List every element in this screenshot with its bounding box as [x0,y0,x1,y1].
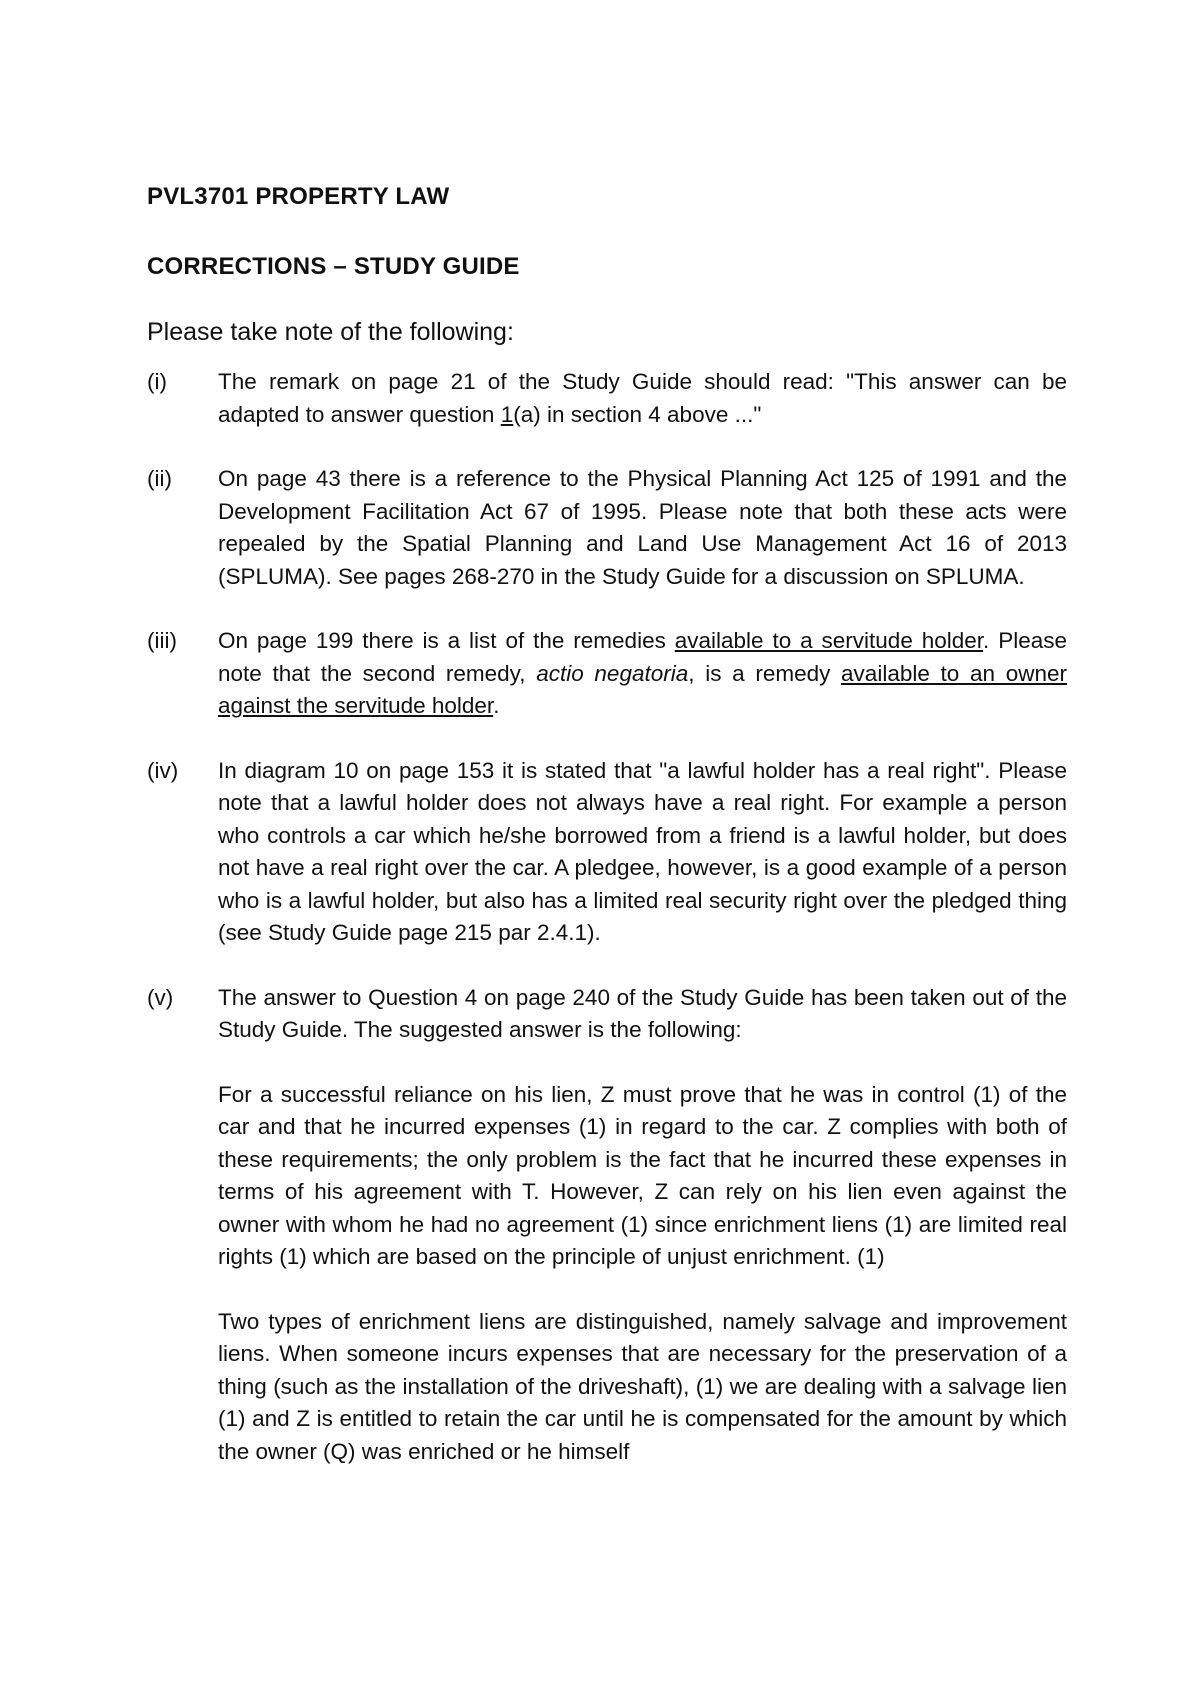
suggested-answer-paragraph: Two types of enrichment liens are distinguished, namely salvage and improvement liens. When someone incurs expenses that are necessary for the preservation of a thing (such as the installation of the driveshaft), (1) we are dealing with a salvage lien (1) and Z is entitled to retain the car until he is compensated for the amount by which the owner (Q) was enriched or he himself [218,1308,1067,1464]
item-paragraph: In diagram 10 on page 153 it is stated that "a lawful holder has a real right". Please note that a lawful holder does not always have a real right. For example a person who controls a car which he/she borrowed from a friend is a lawful holder, but does not have a real right over the car. A pledgee, however, is a good example of a person who is a lawful holder, but also has a limited real security right over the pledged thing (see Study Guide page 215 par 2.4.1). [218,757,1067,945]
item-marker: (iii) [147,628,177,653]
item-body [218,755,1067,950]
item-paragraph: The answer to Question 4 on page 240 of the Study Guide has been taken out of the Study Guide. The suggested answer is the following: [218,984,1067,1042]
item-body [218,463,1067,593]
item-text: , is a remedy [688,660,842,686]
suggested-answer-paragraph: For a successful reliance on his lien, Z must prove that he was in control (1) of the car and that he incurred expenses (1) in regard to the car. Z complies with both of these requirements; the only problem is the fact that he incurred these expenses in terms of his agreement with T. However, Z can rely on his lien even against the owner with whom he had no agreement (1) since enrichment liens (1) are limited real rights (1) which are based on the principle of unjust enrichment. (1) [218,1081,1067,1269]
item-paragraph: On page 43 there is a reference to the Physical Planning Act 125 of 1991 and the Development Facilitation Act 67 of 1995. Please note that both these acts were repealed by the Spatial Planning and Land Use Management Act 16 of 2013 (SPLUMA). See pages 268-270 in the Study Guide for a discussion on SPLUMA. [218,466,1067,589]
item-paragraph [218,366,1067,431]
document-content [147,182,1067,1500]
document-subtitle: CORRECTIONS – STUDY GUIDE [147,253,520,280]
item-text: The remark on page 21 of the Study Guide should read: "This answer can be adapted to answer question [218,369,1067,427]
correction-item-ii [147,463,1067,593]
correction-item-iii [147,625,1067,723]
item-body [218,625,1067,723]
item-text: On page 199 there is a list of the remedies [218,628,675,653]
item-marker: (v) [147,984,174,1010]
intro-text: Please take note of the following: [147,318,514,346]
item-body [218,982,1067,1469]
item-marker: (iv) [147,757,179,783]
item-marker: (ii) [147,466,172,491]
item-text: (a) in section 4 above ..." [513,401,762,427]
item-underlined-text: 1 [500,401,514,427]
item-marker: (i) [147,369,167,394]
item-underlined-text: available to an owner against the servitude holder [218,660,1067,718]
item-text: . Please note that the second remedy, [218,628,1067,686]
item-italic-text: actio negatoria [536,660,689,686]
correction-item-v [147,982,1067,1469]
correction-item-iv [147,755,1067,950]
item-text: . [493,693,500,718]
item-underlined-text: available to a servitude holder [674,628,984,653]
item-body [218,366,1067,431]
correction-item-i [147,366,1067,431]
item-paragraph [218,625,1067,723]
document-title: PVL3701 PROPERTY LAW [147,183,450,210]
